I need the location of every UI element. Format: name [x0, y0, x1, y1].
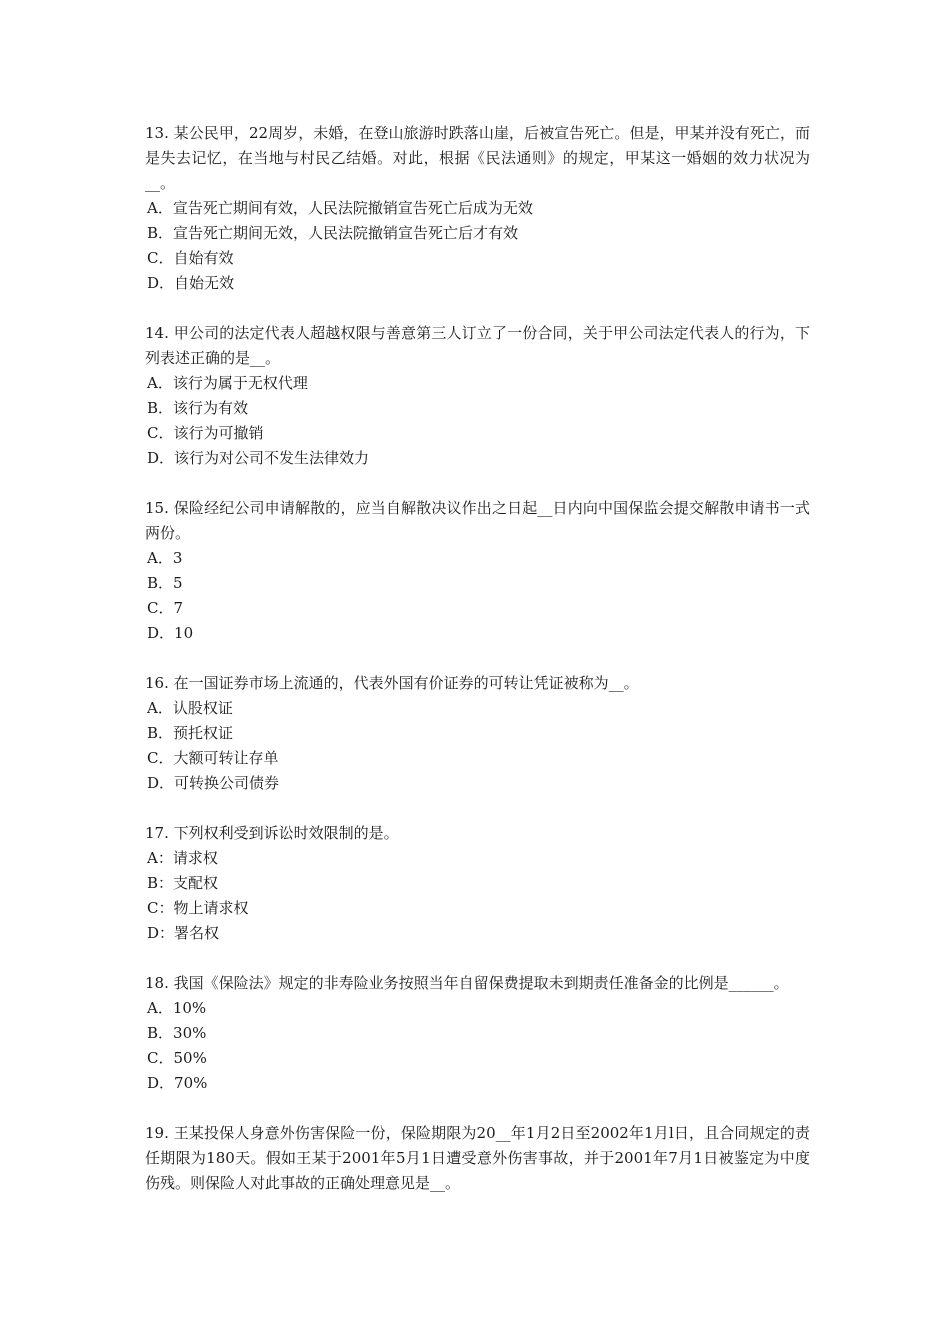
question-stem: 19. 王某投保人身意外伤害保险一份，保险期限为20__年1月2日至2002年1月l日，且合同规定的责任期限为180天。假如王某于2001年5月1日遭受意外伤害事故，并于2001年7月1日被鉴定为中度伤残。则保险人对此事故的正确处理意见是__。 — [145, 1124, 810, 1192]
question-stem: 17. 下列权利受到诉讼时效限制的是。 — [145, 824, 399, 842]
question-stem: 15. 保险经纪公司申请解散的，应当自解散决议作出之日起__日内向中国保监会提交解散申请书一式两份。 — [145, 499, 810, 542]
option-c: C．大额可转让存单 — [147, 749, 279, 767]
question-16 — [145, 671, 810, 796]
question-18 — [145, 971, 810, 1096]
question-stem: 13. 某公民甲，22周岁，未婚，在登山旅游时跌落山崖，后被宣告死亡。但是，甲某并没有死亡，而是失去记忆，在当地与村民乙结婚。对此，根据《民法通则》的规定，甲某这一婚姻的效力状况为__。 — [145, 124, 810, 192]
question-13 — [145, 121, 810, 296]
option-c: C．7 — [147, 599, 184, 617]
question-stem: 18. 我国《保险法》规定的非寿险业务按照当年自留保费提取未到期责任准备金的比例是______。 — [145, 974, 789, 992]
question-stem: 14. 甲公司的法定代表人超越权限与善意第三人订立了一份合同，关于甲公司法定代表人的行为，下列表述正确的是__。 — [145, 324, 810, 367]
question-stem: 16. 在一国证券市场上流通的，代表外国有价证券的可转让凭证被称为__。 — [145, 674, 639, 692]
document-page — [145, 121, 810, 1221]
option-d: D．自始无效 — [147, 274, 235, 292]
option-c: C．50% — [147, 1049, 207, 1067]
option-a: A．3 — [147, 549, 183, 567]
option-d: D：署名权 — [147, 924, 220, 942]
option-b: B．该行为有效 — [147, 399, 249, 417]
option-a: A．宣告死亡期间有效，人民法院撤销宣告死亡后成为无效 — [147, 199, 533, 217]
option-b: B．5 — [147, 574, 183, 592]
option-b: B：支配权 — [147, 874, 219, 892]
option-d: D．该行为对公司不发生法律效力 — [147, 449, 370, 467]
option-d: D．10 — [147, 624, 194, 642]
option-c: C．自始有效 — [147, 249, 234, 267]
option-a: A：请求权 — [147, 849, 218, 867]
option-b: B．预托权证 — [147, 724, 234, 742]
option-d: D．可转换公司债券 — [147, 774, 280, 792]
option-d: D．70% — [147, 1074, 208, 1092]
question-17 — [145, 821, 810, 946]
question-19 — [145, 1121, 810, 1196]
option-a: A．该行为属于无权代理 — [147, 374, 308, 392]
question-15 — [145, 496, 810, 646]
option-c: C：物上请求权 — [147, 899, 249, 917]
option-b: B．宣告死亡期间无效，人民法院撤销宣告死亡后才有效 — [147, 224, 519, 242]
option-b: B．30% — [147, 1024, 207, 1042]
question-14 — [145, 321, 810, 471]
option-a: A．认股权证 — [147, 699, 233, 717]
option-a: A．10% — [147, 999, 207, 1017]
option-c: C．该行为可撤销 — [147, 424, 264, 442]
